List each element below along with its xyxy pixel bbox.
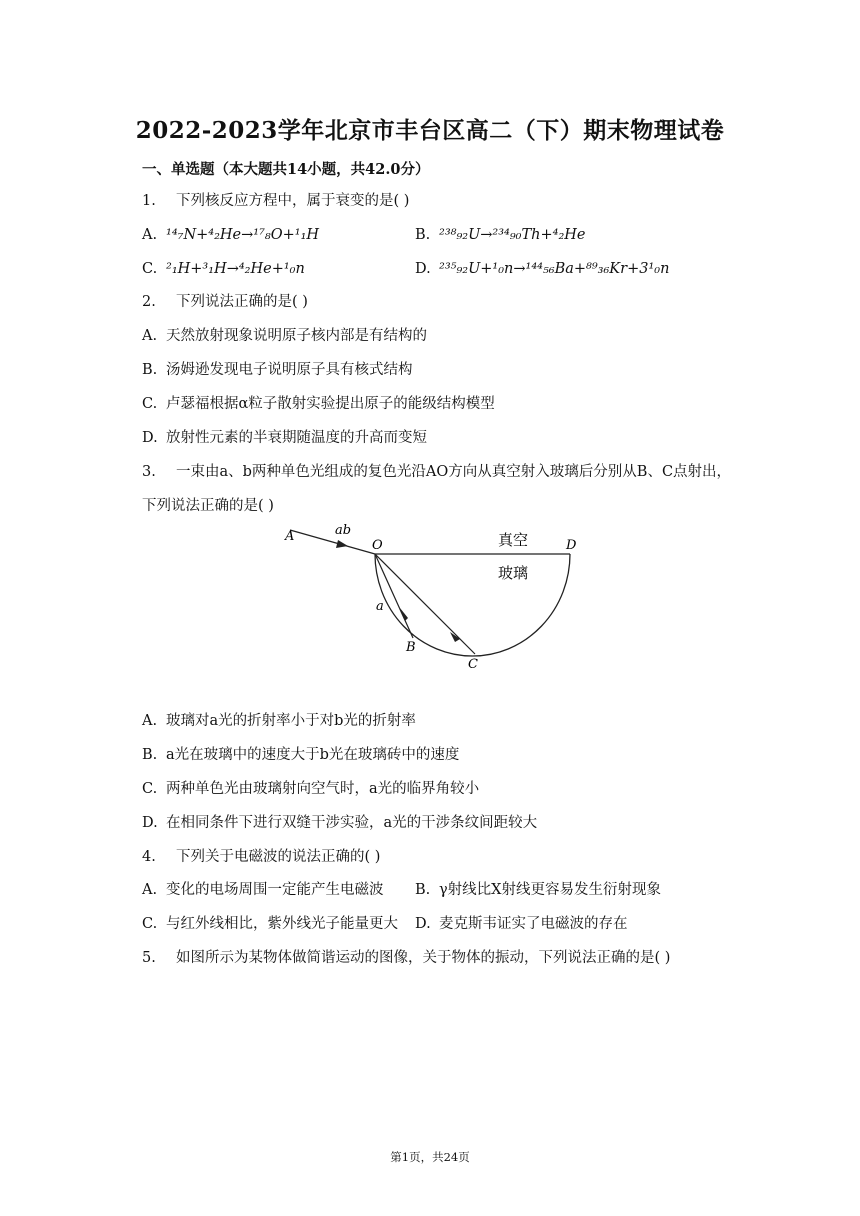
q1-option-d[interactable] [415, 259, 669, 279]
question-stem: 下列关于电磁波的说法正确的( ) [176, 849, 381, 865]
option-label: B. [415, 882, 431, 898]
question-5 [142, 948, 670, 968]
option-label: D. [415, 261, 431, 277]
semicircle-boundary [375, 554, 570, 656]
label-glass: 玻璃 [498, 564, 529, 582]
question-stem: 如图所示为某物体做简谐运动的图像，关于物体的振动，下列说法正确的是( ) [176, 950, 671, 966]
q2-option-a[interactable] [142, 326, 427, 346]
option-label: A. [142, 328, 158, 344]
option-label: D. [142, 815, 158, 831]
option-text: 汤姆逊发现电子说明原子具有核式结构 [166, 362, 413, 378]
label-A: A [285, 529, 295, 544]
option-label: B. [415, 227, 431, 243]
question-stem: 下列说法正确的是( ) [176, 294, 308, 310]
option-label: C. [142, 781, 158, 797]
option-label: A. [142, 713, 158, 729]
option-label: A. [142, 882, 158, 898]
option-text: ²³⁸₉₂U→²³⁴₉₀Th+⁴₂He [439, 227, 586, 243]
q1-option-b[interactable] [415, 225, 586, 245]
q4-option-c[interactable] [142, 914, 398, 934]
refraction-diagram [280, 518, 590, 678]
option-text: ²³⁵₉₂U+¹₀n→¹⁴⁴₅₆Ba+⁸⁹₃₆Kr+3¹₀n [439, 261, 670, 277]
label-B: B [406, 640, 416, 655]
option-text: 变化的电场周围一定能产生电磁波 [166, 882, 384, 898]
option-text: 卢瑟福根据α粒子散射实验提出原子的能级结构模型 [166, 396, 495, 412]
label-D: D [566, 538, 577, 553]
q3-option-a[interactable] [142, 711, 416, 731]
option-label: C. [142, 261, 158, 277]
question-3 [142, 462, 731, 482]
question-stem: 一束由a、b两种单色光组成的复色光沿AO方向从真空射入玻璃后分别从B、C点射出， [176, 464, 732, 480]
option-label: D. [142, 430, 158, 446]
label-vacuum: 真空 [498, 531, 529, 549]
question-number: 2. [142, 294, 156, 310]
q4-option-b[interactable] [415, 880, 661, 900]
label-O: O [372, 538, 383, 553]
question-number: 5. [142, 950, 156, 966]
option-label: C. [142, 916, 158, 932]
option-text: 玻璃对a光的折射率小于对b光的折射率 [166, 713, 416, 729]
option-label: B. [142, 747, 158, 763]
option-text: 天然放射现象说明原子核内部是有结构的 [166, 328, 427, 344]
option-text: a光在玻璃中的速度大于b光在玻璃砖中的速度 [166, 747, 460, 763]
option-text: 在相同条件下进行双缝干涉实验，a光的干涉条纹间距较大 [166, 815, 538, 831]
incident-ray [290, 530, 375, 554]
question-2 [142, 292, 308, 312]
q4-option-a[interactable] [142, 880, 384, 900]
q3-option-d[interactable] [142, 813, 537, 833]
q4-option-d[interactable] [415, 914, 628, 934]
option-text: 放射性元素的半衰期随温度的升高而变短 [166, 430, 427, 446]
option-label: A. [142, 227, 158, 243]
option-text: ²₁H+³₁H→⁴₂He+¹₀n [166, 261, 305, 277]
label-a: a [376, 599, 384, 614]
option-label: B. [142, 362, 158, 378]
option-text: γ射线比X射线更容易发生衍射现象 [439, 882, 661, 898]
option-text: 麦克斯韦证实了电磁波的存在 [439, 916, 628, 932]
q3-option-c[interactable] [142, 779, 479, 799]
label-C: C [468, 657, 478, 672]
question-1 [142, 191, 409, 211]
incident-arrow [336, 540, 348, 548]
question-number: 4. [142, 849, 156, 865]
q1-option-c[interactable] [142, 259, 305, 279]
q2-option-b[interactable] [142, 360, 413, 380]
option-text: 与红外线相比，紫外线光子能量更大 [166, 916, 398, 932]
question-number: 1. [142, 193, 156, 209]
question-4 [142, 847, 380, 867]
question-number: 3. [142, 464, 156, 480]
question-3-line2: 下列说法正确的是( ) [142, 498, 274, 514]
section-header: 一、单选题（本大题共14小题，共42.0分） [142, 161, 430, 178]
q1-option-a[interactable] [142, 225, 319, 245]
question-stem: 下列核反应方程中，属于衰变的是( ) [176, 193, 410, 209]
ray-a [375, 554, 413, 638]
option-text: 两种单色光由玻璃射向空气时，a光的临界角较小 [166, 781, 480, 797]
page-footer: 第1页，共24页 [390, 1150, 470, 1164]
q2-option-c[interactable] [142, 394, 495, 414]
page-title: 2022-2023学年北京市丰台区高二（下）期末物理试卷 [135, 117, 725, 144]
option-text: ¹⁴₇N+⁴₂He→¹⁷₈O+¹₁H [166, 227, 320, 243]
option-label: C. [142, 396, 158, 412]
q3-option-b[interactable] [142, 745, 459, 765]
q2-option-d[interactable] [142, 428, 427, 448]
option-label: D. [415, 916, 431, 932]
label-ab: ab [335, 523, 352, 538]
